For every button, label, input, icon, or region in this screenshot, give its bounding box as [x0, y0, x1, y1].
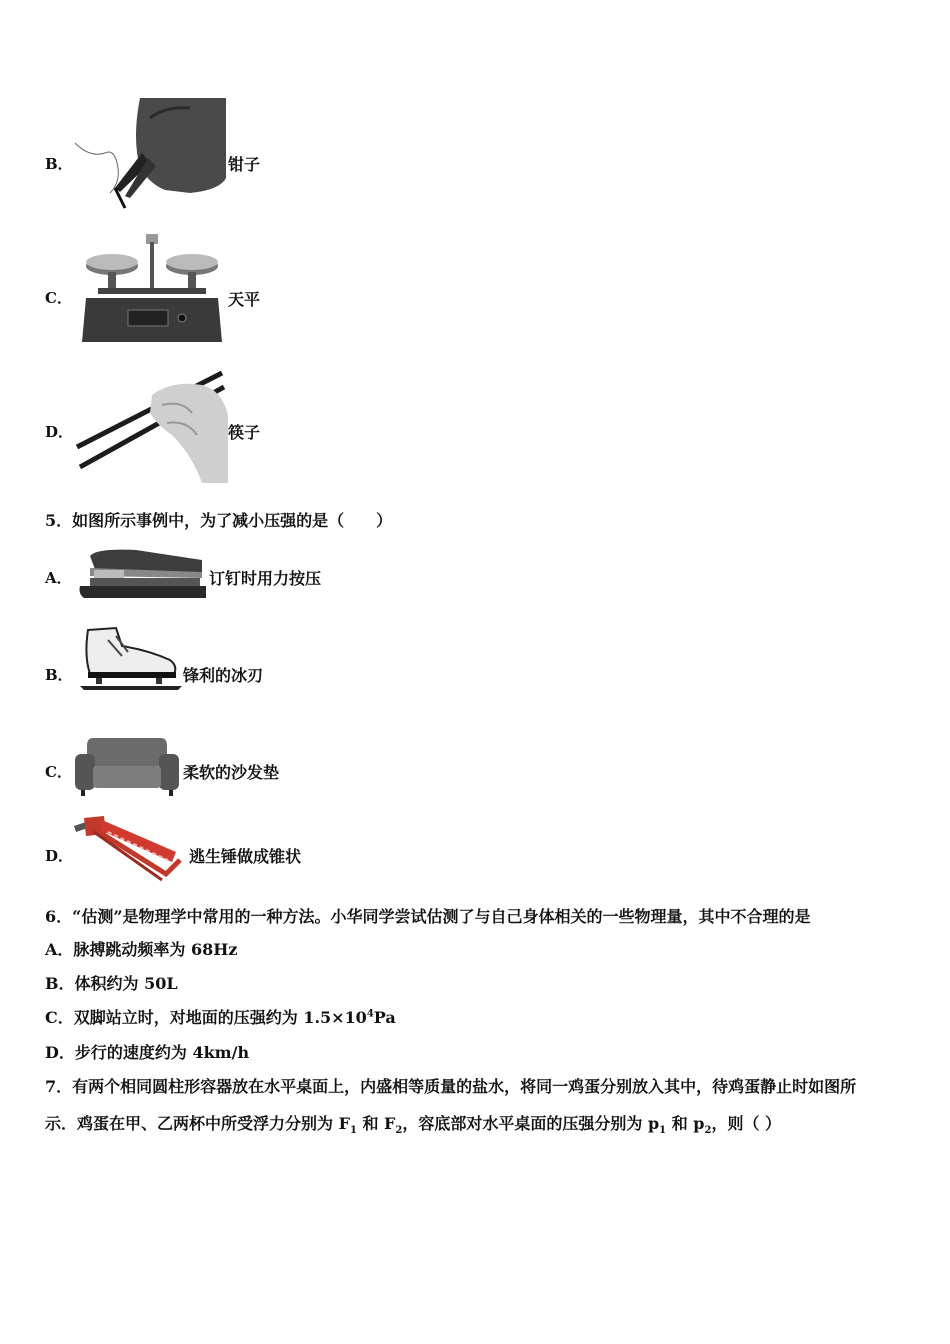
- ice-skate-picture: [78, 626, 182, 692]
- q6-stem: 6．“估测”是物理学中常用的一种方法。小华同学尝试估测了与自己身体相关的一些物理量，其中不合理的是: [45, 907, 811, 926]
- q4-option-b-letter: B．: [45, 155, 73, 173]
- q7-line-2: [45, 1111, 781, 1136]
- q5-option-b-letter: B．: [45, 666, 73, 684]
- q5-option-d-text: 逃生锤做成锥状: [189, 847, 302, 866]
- q7-text-a: 示．鸡蛋在甲、乙两杯中所受浮力分别为 F: [45, 1114, 350, 1133]
- q4-option-c-text: 天平: [228, 290, 261, 309]
- q6-option-c: [45, 1005, 396, 1028]
- q5-option-c-text: 柔软的沙发垫: [183, 763, 280, 782]
- escape-hammer-picture: [72, 814, 184, 884]
- q4-option-c-letter: C．: [45, 289, 72, 307]
- q6-option-a: A．脉搏跳动频率为 68Hz: [45, 940, 238, 959]
- q7-text-d: 和 p: [666, 1114, 705, 1133]
- q7-text-b: 和 F: [356, 1114, 396, 1133]
- q6-option-c-unit: Pa: [373, 1008, 396, 1027]
- q6-option-c-exponent: 4: [366, 1008, 374, 1020]
- q7-sub-f1: 1: [349, 1125, 357, 1137]
- q7-sub-p2: 2: [704, 1125, 712, 1137]
- stapler-picture: [76, 546, 208, 602]
- q6-option-b: B．体积约为 50L: [45, 974, 178, 993]
- q7-sub-f2: 2: [395, 1125, 403, 1137]
- sofa-picture: [73, 734, 181, 798]
- q7-sub-p1: 1: [659, 1125, 667, 1137]
- q5-stem: 5．如图所示事例中，为了减小压强的是（ ）: [45, 511, 393, 530]
- q4-option-d-text: 筷子: [228, 423, 261, 442]
- q4-option-b-text: 钳子: [228, 155, 261, 174]
- q6-option-c-text: C．双脚站立时，对地面的压强约为 1.5×10: [45, 1008, 367, 1027]
- q5-option-a-text: 订钉时用力按压: [209, 569, 322, 588]
- q7-text-c: ，容底部对水平桌面的压强分别为 p: [402, 1114, 660, 1133]
- q5-option-c-letter: C．: [45, 763, 72, 781]
- q5-option-a-letter: A．: [45, 569, 72, 587]
- q4-option-d-letter: D．: [45, 423, 74, 441]
- q7-text-e: ，则（ ）: [711, 1114, 782, 1133]
- pliers-in-hand-picture: [70, 98, 228, 220]
- q7-line-1: 7．有两个相同圆柱形容器放在水平桌面上，内盛相等质量的盐水，将同一鸡蛋分别放入其中，待鸡蛋静止时如图所: [45, 1077, 857, 1096]
- chopsticks-in-hand-picture: [72, 365, 230, 483]
- q5-option-b-text: 锋利的冰刃: [183, 666, 264, 685]
- q6-option-d: D．步行的速度约为 4km/h: [45, 1043, 250, 1062]
- q5-option-d-letter: D．: [45, 847, 74, 865]
- balance-scale-picture: [78, 232, 226, 348]
